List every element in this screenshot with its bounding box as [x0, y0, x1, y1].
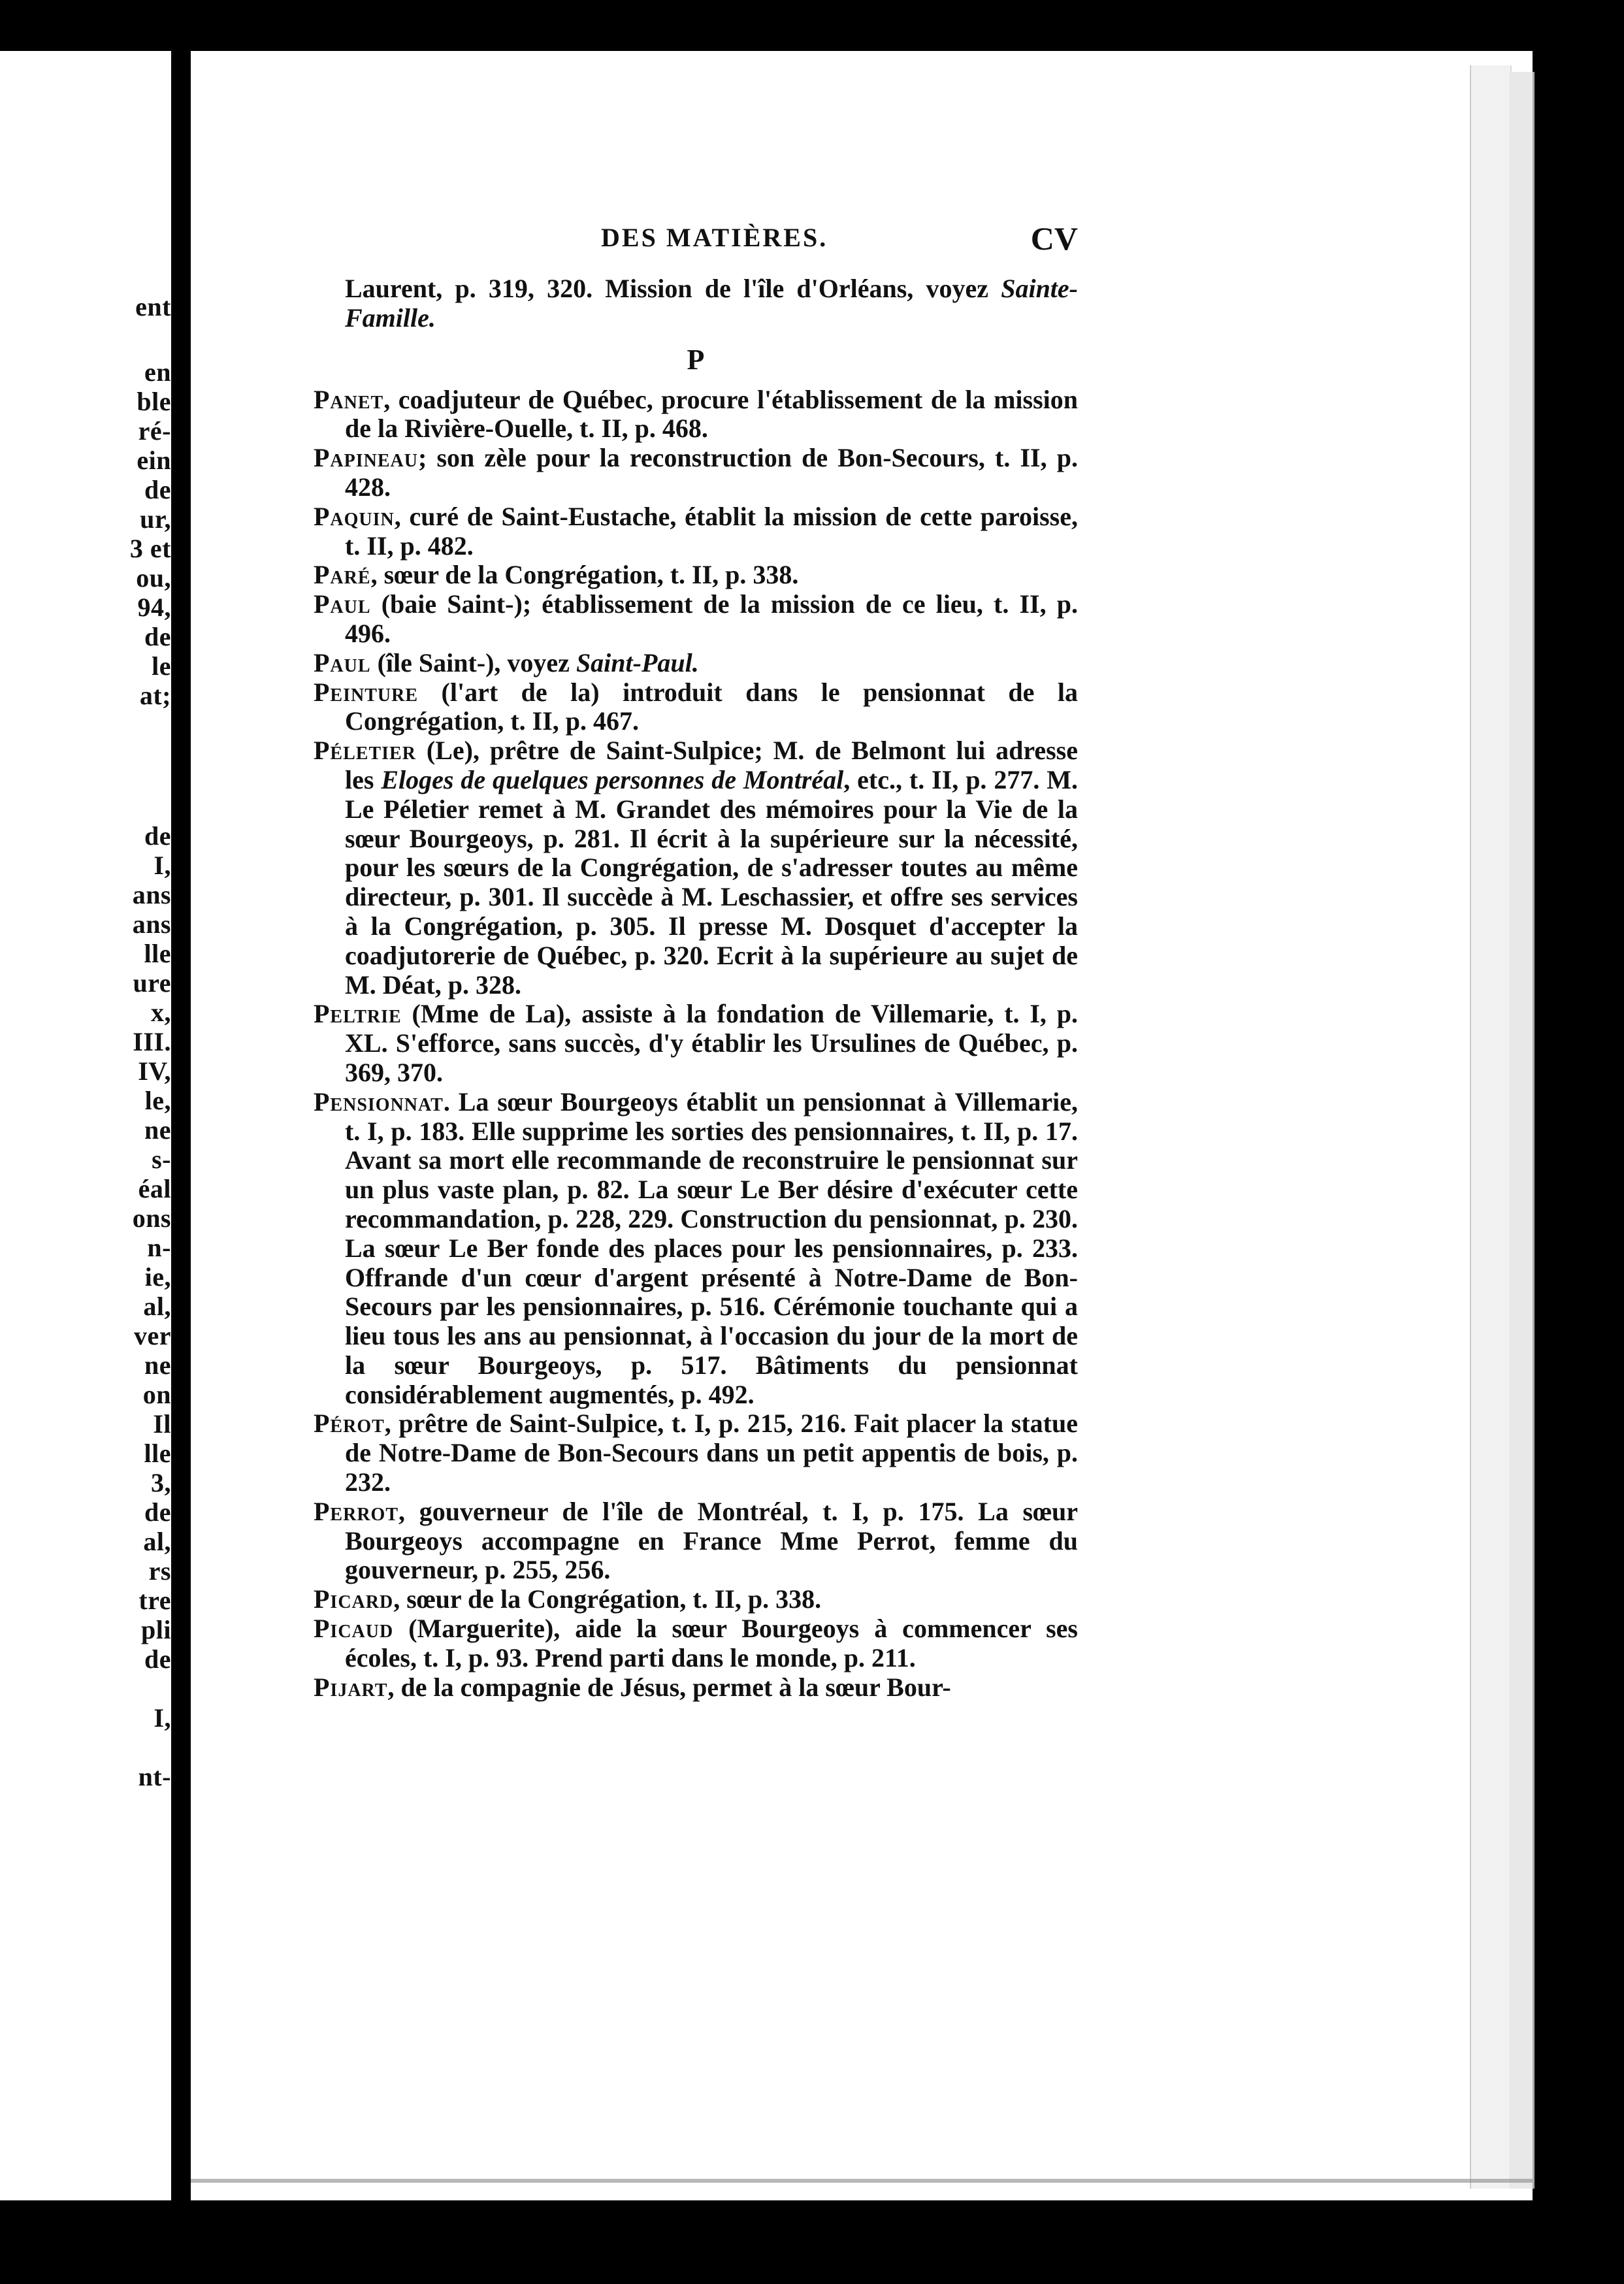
margin-fragment: on [142, 1380, 171, 1409]
margin-fragment: ou, [136, 563, 171, 593]
margin-fragment: le [152, 651, 171, 681]
index-entry: Pijart, de la compagnie de Jésus, permet à la sœur Bour- [314, 1672, 951, 1702]
index-entry: Paquin, curé de Saint-Eustache, établit la mission de cette paroisse, t. II, p. 482. [314, 501, 1078, 561]
cross-reference: Saint-Paul. [576, 647, 699, 677]
headword: Paré [314, 560, 371, 590]
headword: Papineau [314, 443, 418, 473]
margin-fragment: ne [144, 1350, 171, 1380]
index-entry: Perrot, gouverneur de l'île de Montréal, t. I, p. 175. La sœur Bourgeoys accompagne en France Mme Perrot, femme du gouverneur, p. 255, 256. [314, 1496, 1078, 1585]
index-entry: Pérot, prêtre de Saint-Sulpice, t. I, p. 215, 216. Fait placer la statue de Notre-Dame de Bon-Secours dans un petit appentis de bois, p. 232. [314, 1409, 1078, 1497]
index-entry: Péletier (Le), prêtre de Saint-Sulpice; M. de Belmont lui adresse les Eloges de quelques personnes de Montréal, etc., t. II, p. 277. M. Le Péletier remet à M. Grandet des mémoires pour la Vie de la sœur Bourgeoys, p. 281. Il écrit à la supérieure sur la nécessité, pour les sœurs de la Congrégation, de s'adresser toutes au même directeur, p. 301. Il succède à M. Leschassier, et offre ses services à la Congrégation, p. 305. Il presse M. Dosquet d'accepter la coadjutorerie de Québec, p. 320. Ecrit à la supérieure au sujet de M. Déat, p. 328. [314, 736, 1079, 1000]
left-page-edge [0, 51, 171, 2200]
margin-fragment: de [144, 622, 171, 651]
margin-fragment: ure [133, 968, 171, 998]
headword: Péletier [314, 736, 416, 766]
index-entry: Picaud (Marguerite), aide la sœur Bourgeoys à commencer ses écoles, t. I, p. 93. Prend parti dans le monde, p. 211. [314, 1614, 1078, 1672]
margin-fragment: nt- [138, 1762, 171, 1791]
margin-fragment: 94, [137, 593, 171, 622]
headword: Picard [314, 1584, 394, 1614]
margin-fragment: lle [144, 939, 171, 968]
margin-fragment: en [144, 357, 171, 387]
page-edge [1470, 65, 1512, 2189]
margin-fragment: de [144, 475, 171, 504]
margin-fragment: 3, [151, 1468, 171, 1497]
margin-fragment: ver [133, 1321, 171, 1350]
continuation-entry: Laurent, p. 319, 320. Mission de l'île d'Orléans, voyez Sainte-Famille. [345, 274, 1078, 333]
index-entry: Peinture (l'art de la) introduit dans le pensionnat de la Congrégation, t. II, p. 467. [314, 677, 1078, 736]
index-entry: Paré, sœur de la Congrégation, t. II, p. 338. [314, 560, 799, 590]
index-entry: Papineau; son zèle pour la reconstruction de Bon-Secours, t. II, p. 428. [314, 443, 1078, 502]
index-entry: Picard, sœur de la Congrégation, t. II, p. 338. [314, 1584, 822, 1614]
index-entry: Panet, coadjuteur de Québec, procure l'établissement de la mission de la Rivière-Ouelle, t. II, p. 468. [314, 384, 1078, 444]
headword: Peltrie [314, 999, 402, 1029]
index-entry: Paul (baie Saint-); établissement de la mission de ce lieu, t. II, p. 496. [314, 589, 1078, 648]
index-entry: Pensionnat. La sœur Bourgeoys établit un pensionnat à Villemarie, t. I, p. 183. Elle supprime les sorties des pensionnaires, t. II, p. 17. Avant sa mort elle recommande de reconstruire le pensionnat sur un plus vaste plan, p. 82. La sœur Le Ber désire d'exécuter cette recommandation, p. 228, 229. Construction du pensionnat, p. 230. La sœur Le Ber fonde des places pour les pensionnaires, p. 233. Offrande d'un cœur d'argent présenté à Notre-Dame de Bon-Secours par les pensionnaires, p. 516. Cérémonie touchante qui a lieu tous les ans au pensionnat, à l'occasion du jour de la mort de la sœur Bourgeoys, p. 517. Bâtiments du pensionnat considérablement augmentés, p. 492. [314, 1086, 1078, 1409]
margin-fragment: lle [144, 1439, 171, 1468]
margin-fragment: ent [135, 292, 171, 321]
margin-fragment: ons [132, 1203, 171, 1233]
page-gutter [171, 51, 191, 2200]
margin-fragment: IV, [138, 1056, 171, 1086]
margin-fragment: at; [139, 681, 171, 710]
page-bottom-edge [191, 2179, 1533, 2183]
margin-fragment: I, [154, 1703, 171, 1733]
running-title: DES MATIÈRES. [601, 223, 828, 252]
margin-fragment: n- [147, 1233, 171, 1262]
headword: Pérot [314, 1409, 385, 1439]
headword: Paul [314, 647, 371, 677]
margin-fragment: tre [138, 1586, 171, 1615]
running-head [405, 222, 1078, 261]
book-title: Eloges de quelques personnes de Montréal [381, 764, 844, 794]
page-number: CV [1030, 220, 1078, 257]
margin-fragment: I, [154, 851, 171, 880]
margin-fragment: 3 et [129, 534, 171, 563]
margin-fragment: ans [132, 880, 171, 909]
index-text [314, 274, 1078, 1702]
margin-fragment: pli [141, 1615, 171, 1644]
headword: Paul [314, 589, 371, 619]
margin-fragment: de [144, 1644, 171, 1674]
margin-fragment: ie, [144, 1262, 171, 1292]
margin-fragment: ble [137, 387, 171, 416]
margin-fragment: le, [144, 1086, 171, 1115]
headword: Pensionnat [314, 1086, 444, 1117]
margin-fragment: al, [143, 1527, 171, 1556]
headword: Paquin [314, 501, 395, 531]
headword: Pijart [314, 1672, 388, 1702]
margin-fragment: éal [138, 1174, 171, 1203]
margin-fragment: ans [132, 909, 171, 939]
margin-fragment: de [144, 1497, 171, 1527]
margin-fragment: ne [144, 1115, 171, 1145]
margin-fragment: ur, [140, 504, 171, 534]
margin-fragment: rs [148, 1556, 171, 1586]
page-edge [1509, 72, 1535, 2189]
cross-reference: Sainte-Famille. [345, 274, 1078, 333]
margin-fragment: de [144, 821, 171, 851]
margin-fragment: III. [133, 1027, 171, 1056]
headword: Perrot [314, 1496, 399, 1526]
headword: Peinture [314, 677, 419, 707]
margin-fragment: s- [152, 1145, 171, 1174]
margin-fragment: x, [151, 998, 171, 1027]
headword: Panet [314, 384, 384, 414]
margin-fragment: ein [137, 446, 171, 475]
index-entry: Paul (île Saint-), voyez Saint-Paul. [314, 647, 699, 677]
margin-fragment: Il [153, 1409, 171, 1439]
margin-fragment: ré- [138, 416, 171, 446]
index-entry: Peltrie (Mme de La), assiste à la fondation de Villemarie, t. I, p. XL. S'efforce, sans succès, d'y établir les Ursulines de Québec, p. 369, 370. [314, 999, 1078, 1087]
headword: Picaud [314, 1614, 394, 1644]
margin-fragment: al, [143, 1292, 171, 1321]
section-letter: P [687, 343, 705, 376]
